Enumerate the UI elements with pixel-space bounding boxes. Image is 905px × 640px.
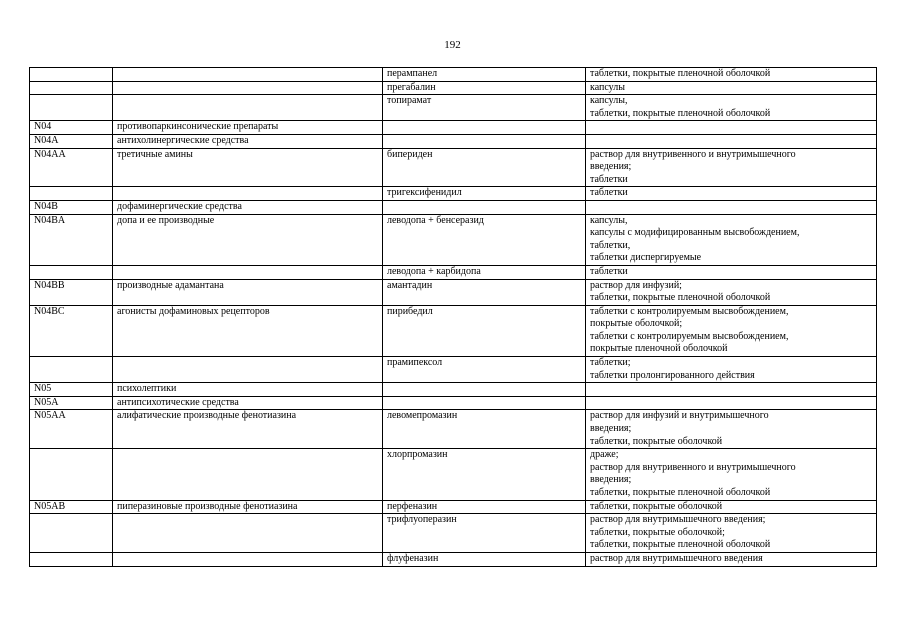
- dosage-forms-cell: [586, 305, 877, 356]
- dosage-forms-cell: [586, 383, 877, 397]
- dosage-form-line: таблетки, покрытые пленочной оболочкой: [590, 487, 771, 498]
- dosage-forms-cell: [586, 449, 877, 500]
- drug-name-cell: [383, 279, 586, 305]
- table-row: [30, 500, 877, 514]
- dosage-forms-cell: [586, 410, 877, 449]
- dosage-forms-cell: [586, 187, 877, 201]
- anatomical-group-cell: [113, 500, 383, 514]
- anatomical-group-cell: [113, 383, 383, 397]
- atc-code-cell: [30, 95, 113, 121]
- drug-name-cell: [383, 148, 586, 187]
- anatomical-group-cell-text: агонисты дофаминовых рецепторов: [117, 305, 270, 317]
- table-row: [30, 514, 877, 553]
- drug-name-cell: [383, 410, 586, 449]
- dosage-forms-cell: [586, 121, 877, 135]
- dosage-form-line: раствор для внутримышечного введения;: [590, 514, 766, 526]
- table-body: [30, 68, 877, 567]
- drug-name-cell: [383, 214, 586, 265]
- drug-name-cell-text: трифлуоперазин: [387, 514, 457, 526]
- anatomical-group-cell: [113, 81, 383, 95]
- drug-name-cell: [383, 305, 586, 356]
- anatomical-group-cell: [113, 95, 383, 121]
- dosage-form-line: [590, 201, 872, 214]
- atc-code-cell: [30, 500, 113, 514]
- atc-code-cell-text: N04B: [34, 200, 58, 212]
- atc-code-cell-text: N04BB: [34, 279, 65, 291]
- drug-name-cell: [383, 514, 586, 553]
- anatomical-group-cell: [113, 121, 383, 135]
- atc-code-cell: [30, 68, 113, 82]
- anatomical-group-cell: [113, 396, 383, 410]
- dosage-form-line: таблетки, покрытые пленочной оболочкой: [590, 107, 771, 119]
- dosage-form-line: таблетки;: [590, 357, 631, 369]
- drug-name-cell-text: топирамат: [387, 95, 432, 107]
- anatomical-group-cell-text: антипсихотические средства: [117, 396, 239, 408]
- dosage-form-line: раствор для инфузий и внутримышечного: [590, 410, 769, 422]
- dosage-form-line: капсулы с модифицированным высвобождением,: [590, 227, 800, 239]
- anatomical-group-cell-text: алифатические производные фенотиазина: [117, 410, 297, 422]
- dosage-forms-cell: [586, 214, 877, 265]
- page-number: 192: [444, 39, 461, 51]
- dosage-forms-cell: [586, 500, 877, 514]
- anatomical-group-cell-text: пиперазиновые производные фенотиазина: [117, 500, 298, 512]
- anatomical-group-cell: [113, 514, 383, 553]
- drug-name-cell: [383, 121, 586, 135]
- table-row: [30, 410, 877, 449]
- dosage-form-line: введения;: [590, 423, 632, 435]
- drug-name-cell-text: бипериден: [387, 148, 433, 160]
- drug-name-cell: [383, 265, 586, 279]
- dosage-forms-cell: [586, 265, 877, 279]
- atc-code-cell-text: N04: [34, 121, 52, 133]
- anatomical-group-cell: [113, 214, 383, 265]
- table-row: [30, 265, 877, 279]
- dosage-forms-cell: [586, 279, 877, 305]
- table-row: [30, 95, 877, 121]
- drug-name-cell-text: флуфеназин: [387, 552, 439, 564]
- dosage-form-line: покрытые оболочкой;: [590, 318, 683, 330]
- table-row: [30, 214, 877, 265]
- anatomical-group-cell-text: психолептики: [117, 383, 177, 395]
- drug-name-cell: [383, 95, 586, 121]
- table-row: [30, 134, 877, 148]
- dosage-form-line: таблетки,: [590, 239, 631, 251]
- atc-code-cell: [30, 305, 113, 356]
- anatomical-group-cell-text: дофаминергические средства: [117, 200, 242, 212]
- drug-name-cell: [383, 383, 586, 397]
- dosage-form-line: раствор для инфузий;: [590, 279, 682, 291]
- drug-name-cell: [383, 396, 586, 410]
- atc-code-cell: [30, 410, 113, 449]
- drug-name-cell: [383, 68, 586, 82]
- table-row: [30, 383, 877, 397]
- atc-code-cell: [30, 265, 113, 279]
- dosage-form-line: раствор для внутривенного и внутримышечного: [590, 148, 796, 160]
- atc-code-cell: [30, 449, 113, 500]
- dosage-form-line: раствор для внутривенного и внутримышечного: [590, 461, 796, 473]
- table-row: [30, 305, 877, 356]
- atc-code-cell: [30, 187, 113, 201]
- dosage-form-line: [590, 121, 872, 134]
- drug-name-cell-text: перампанел: [387, 68, 438, 79]
- dosage-form-line: введения;: [590, 474, 632, 486]
- table-row: [30, 121, 877, 135]
- dosage-form-line: раствор для внутримышечного введения: [590, 552, 763, 564]
- drug-name-cell: [383, 357, 586, 383]
- atc-code-cell: [30, 134, 113, 148]
- atc-code-cell: [30, 357, 113, 383]
- anatomical-group-cell: [113, 305, 383, 356]
- anatomical-group-cell-text: антихолинергические средства: [117, 134, 249, 146]
- table-row: [30, 81, 877, 95]
- drug-table: [29, 67, 877, 567]
- drug-name-cell-text: перфеназин: [387, 500, 438, 512]
- anatomical-group-cell-text: производные адамантана: [117, 279, 224, 291]
- atc-code-cell-text: N05AA: [34, 410, 66, 422]
- drug-name-cell: [383, 187, 586, 201]
- dosage-forms-cell: [586, 200, 877, 214]
- dosage-forms-cell: [586, 68, 877, 82]
- table-row: [30, 552, 877, 566]
- dosage-form-line: таблетки: [590, 173, 628, 185]
- drug-name-cell-text: прегабалин: [387, 81, 436, 93]
- dosage-form-line: таблетки: [590, 265, 628, 277]
- atc-code-cell: [30, 383, 113, 397]
- dosage-forms-cell: [586, 552, 877, 566]
- dosage-form-line: таблетки с контролируемым высвобождением,: [590, 330, 789, 342]
- dosage-form-line: [590, 383, 872, 396]
- table-row: [30, 200, 877, 214]
- table-row: [30, 357, 877, 383]
- anatomical-group-cell: [113, 552, 383, 566]
- dosage-forms-cell: [586, 396, 877, 410]
- drug-name-cell-text: леводопа + бенсеразид: [387, 214, 484, 226]
- dosage-form-line: таблетки, покрытые оболочкой: [590, 435, 723, 447]
- drug-name-cell: [383, 449, 586, 500]
- anatomical-group-cell: [113, 265, 383, 279]
- table-row: [30, 68, 877, 82]
- drug-name-cell-text: хлорпромазин: [387, 449, 448, 461]
- atc-code-cell: [30, 279, 113, 305]
- atc-code-cell-text: N04AA: [34, 148, 66, 160]
- dosage-forms-cell: [586, 357, 877, 383]
- drug-name-cell-text: тригексифенидил: [387, 187, 462, 199]
- dosage-form-line: капсулы,: [590, 214, 628, 226]
- dosage-form-line: таблетки, покрытые пленочной оболочкой: [590, 68, 771, 79]
- dosage-form-line: таблетки пролонгированного действия: [590, 369, 755, 381]
- atc-code-cell-text: N04BC: [34, 305, 65, 317]
- anatomical-group-cell-text: противопаркинсонические препараты: [117, 121, 279, 133]
- anatomical-group-cell: [113, 134, 383, 148]
- dosage-form-line: [590, 135, 872, 148]
- atc-code-cell: [30, 396, 113, 410]
- table-row: [30, 449, 877, 500]
- atc-code-cell-text: N05AB: [34, 500, 66, 512]
- anatomical-group-cell: [113, 187, 383, 201]
- table-row: [30, 279, 877, 305]
- dosage-form-line: покрытые пленочной оболочкой: [590, 343, 728, 355]
- dosage-form-line: таблетки: [590, 187, 628, 199]
- dosage-forms-cell: [586, 81, 877, 95]
- dosage-form-line: таблетки, покрытые оболочкой: [590, 500, 723, 512]
- anatomical-group-cell: [113, 279, 383, 305]
- dosage-form-line: введения;: [590, 161, 632, 173]
- drug-name-cell: [383, 500, 586, 514]
- anatomical-group-cell: [113, 200, 383, 214]
- dosage-form-line: капсулы: [590, 81, 625, 93]
- atc-code-cell: [30, 200, 113, 214]
- drug-name-cell-text: амантадин: [387, 279, 433, 291]
- dosage-form-line: драже;: [590, 449, 619, 461]
- drug-name-cell: [383, 552, 586, 566]
- drug-name-cell: [383, 81, 586, 95]
- table-row: [30, 187, 877, 201]
- table-row: [30, 396, 877, 410]
- dosage-forms-cell: [586, 148, 877, 187]
- anatomical-group-cell: [113, 449, 383, 500]
- dosage-form-line: таблетки, покрытые оболочкой;: [590, 526, 725, 538]
- anatomical-group-cell: [113, 410, 383, 449]
- atc-code-cell: [30, 514, 113, 553]
- anatomical-group-cell: [113, 148, 383, 187]
- atc-code-cell-text: N05A: [34, 396, 59, 408]
- drug-name-cell: [383, 200, 586, 214]
- drug-name-cell-text: прамипексол: [387, 357, 443, 369]
- anatomical-group-cell-text: третичные амины: [117, 148, 193, 160]
- drug-name-cell-text: леводопа + карбидопа: [387, 265, 481, 277]
- dosage-form-line: таблетки диспергируемые: [590, 252, 702, 264]
- atc-code-cell-text: N05: [34, 383, 52, 395]
- drug-name-cell-text: левомепромазин: [387, 410, 458, 422]
- dosage-form-line: таблетки с контролируемым высвобождением,: [590, 305, 789, 317]
- atc-code-cell: [30, 148, 113, 187]
- anatomical-group-cell-text: допа и ее производные: [117, 214, 215, 226]
- atc-code-cell: [30, 121, 113, 135]
- atc-code-cell-text: N04BA: [34, 214, 66, 226]
- dosage-form-line: [590, 397, 872, 410]
- drug-name-cell-text: пирибедил: [387, 305, 433, 317]
- dosage-forms-cell: [586, 95, 877, 121]
- dosage-forms-cell: [586, 514, 877, 553]
- anatomical-group-cell: [113, 68, 383, 82]
- dosage-form-line: капсулы,: [590, 95, 628, 107]
- dosage-form-line: таблетки, покрытые пленочной оболочкой: [590, 292, 771, 304]
- atc-code-cell: [30, 81, 113, 95]
- dosage-form-line: таблетки, покрытые пленочной оболочкой: [590, 539, 771, 551]
- atc-code-cell: [30, 552, 113, 566]
- atc-code-cell: [30, 214, 113, 265]
- atc-code-cell-text: N04A: [34, 134, 59, 146]
- anatomical-group-cell: [113, 357, 383, 383]
- dosage-forms-cell: [586, 134, 877, 148]
- drug-name-cell: [383, 134, 586, 148]
- table-row: [30, 148, 877, 187]
